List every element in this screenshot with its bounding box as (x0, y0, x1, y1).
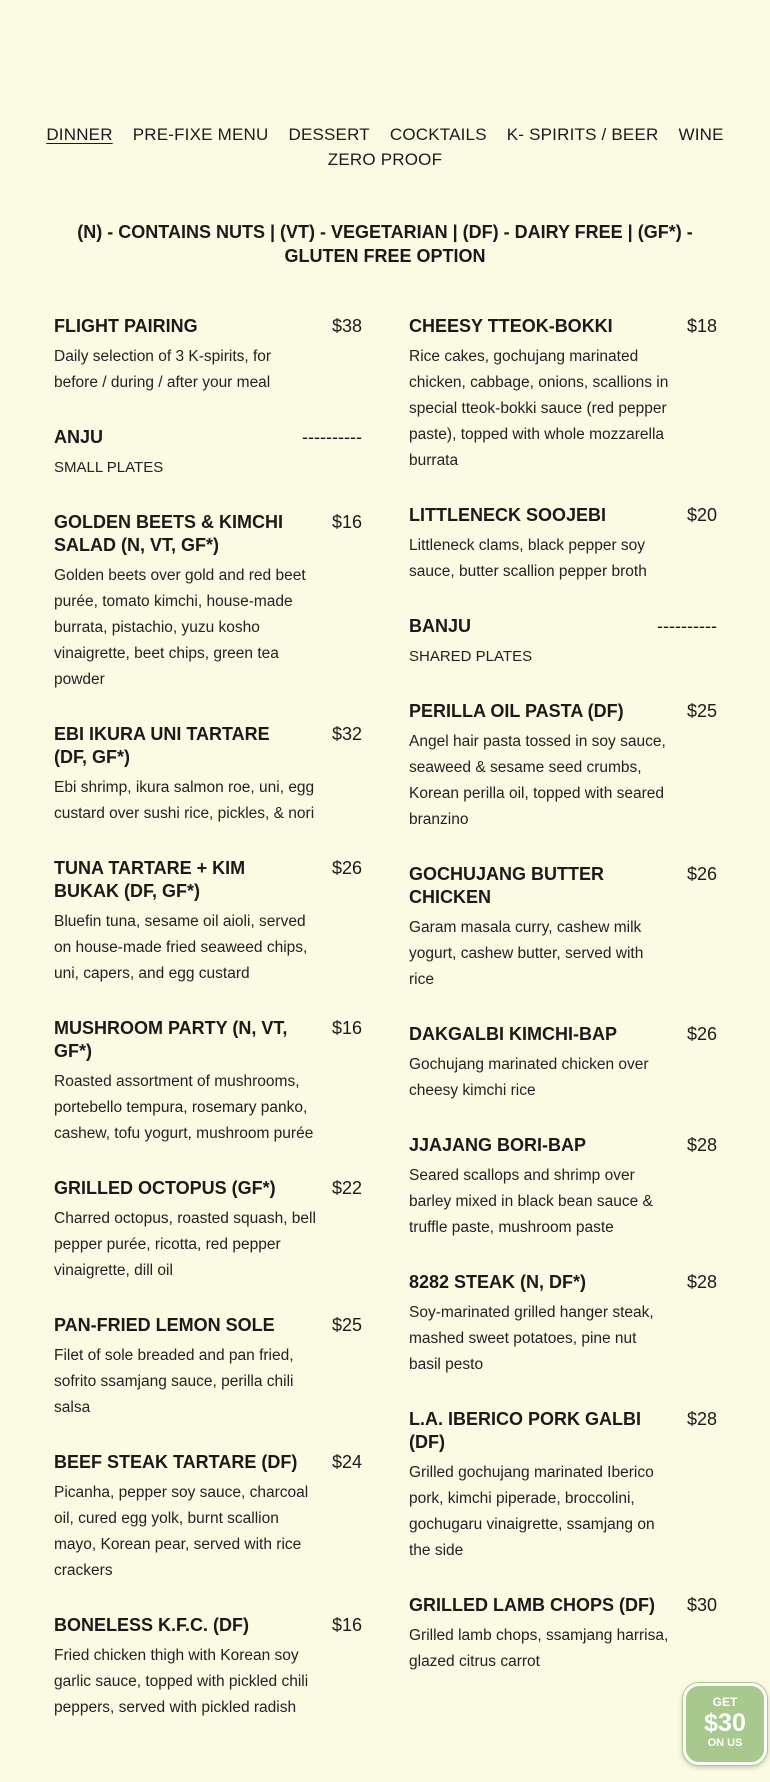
menu-item-description: Fried chicken thigh with Korean soy garlic sauce, topped with pickled chili peppers, served with pickled radish (54, 1647, 309, 1716)
menu-item-description: Bluefin tuna, sesame oil aioli, served on house-made fried seaweed chips, uni, capers, and egg custard (54, 913, 308, 982)
nav-dinner[interactable]: DINNER (46, 125, 113, 144)
menu-item-price: $18 (686, 316, 717, 336)
menu-item-name: PERILLA OIL PASTA (DF) (409, 701, 624, 721)
section-divider: ---------- (302, 427, 362, 447)
menu-item-description: Angel hair pasta tossed in soy sauce, seaweed & sesame seed crumbs, Korean perilla oil, topped with seared branzino (409, 733, 666, 828)
menu-item (409, 1408, 717, 1564)
menu-nav-row-1 (0, 122, 770, 147)
menu-item-description: Picanha, pepper soy sauce, charcoal oil, cured egg yolk, burnt scallion mayo, Korean pear, served with rice crackers (54, 1484, 309, 1579)
promo-badge-line1: GET (712, 1695, 738, 1709)
section-subtitle: SMALL PLATES (54, 459, 164, 476)
menu-item-name: FLIGHT PAIRING (54, 316, 198, 336)
menu-item-name: LITTLENECK SOOJEBI (409, 505, 607, 525)
menu-item-price: $30 (686, 1595, 717, 1615)
nav-cocktails[interactable]: COCKTAILS (389, 125, 487, 144)
menu-item-price: $32 (331, 724, 362, 744)
menu-item-price: $28 (686, 1135, 717, 1155)
menu-item-description: Soy-marinated grilled hanger steak, mashed sweet potatoes, pine nut basil pesto (409, 1304, 654, 1373)
menu-item-price: $24 (331, 1452, 362, 1472)
promo-badge-amount: $30 (704, 1709, 746, 1737)
menu-item-name: BONELESS K.F.C. (DF) (54, 1615, 250, 1635)
nav-pre-fixe-menu[interactable]: PRE-FIXE MENU (132, 125, 269, 144)
menu-item-price: $20 (686, 505, 717, 525)
menu-item-description: Roasted assortment of mushrooms, portebello tempura, rosemary panko, cashew, tofu yogurt, mushroom purée (54, 1073, 314, 1142)
menu-item-name: L.A. IBERICO PORK GALBI (DF) (409, 1409, 642, 1452)
menu-section-header (54, 426, 362, 481)
menu-item-price: $26 (686, 864, 717, 884)
menu-item-description: Daily selection of 3 K-spirits, for before / during / after your meal (54, 348, 272, 391)
menu-item (54, 1614, 362, 1721)
section-title: BANJU (409, 616, 472, 636)
menu-item (54, 1314, 362, 1421)
menu-item-name: EBI IKURA UNI TARTARE (DF, GF*) (54, 724, 270, 767)
menu-section-header (409, 615, 717, 670)
menu-item-description: Grilled lamb chops, ssamjang harrisa, glazed citrus carrot (409, 1627, 669, 1670)
menu-item-description: Ebi shrimp, ikura salmon roe, uni, egg custard over sushi rice, pickles, & nori (54, 779, 315, 822)
menu-item-description: Littleneck clams, black pepper soy sauce, butter scallion pepper broth (409, 537, 647, 580)
menu-item (409, 315, 717, 474)
menu-item-price: $28 (686, 1272, 717, 1292)
section-subtitle: SHARED PLATES (409, 648, 533, 665)
menu-item (54, 723, 362, 827)
menu-item-name: CHEESY TTEOK-BOKKI (409, 316, 613, 336)
menu-item-price: $25 (686, 701, 717, 721)
section-divider: ---------- (657, 616, 717, 636)
menu-nav-row-2 (0, 147, 770, 172)
menu-item (54, 857, 362, 987)
menu-column-left (54, 315, 362, 1751)
menu-item-description: Seared scallops and shrimp over barley mixed in black bean sauce & truffle paste, mushroom paste (409, 1167, 653, 1236)
menu-item-name: GRILLED LAMB CHOPS (DF) (409, 1595, 655, 1615)
dietary-legend: (N) - CONTAINS NUTS | (VT) - VEGETARIAN | (DF) - DAIRY FREE | (GF*) - GLUTEN FREE OPTION (77, 222, 693, 266)
menu-item-description: Golden beets over gold and red beet purée, tomato kimchi, house-made burrata, pistachio, yuzu kosho vinaigrette, beet chips, green tea powder (54, 567, 306, 688)
menu-item-name: MUSHROOM PARTY (N, VT, GF*) (54, 1018, 288, 1061)
menu-nav (0, 122, 770, 172)
menu-item (54, 315, 362, 396)
nav-zero-proof[interactable]: ZERO PROOF (327, 150, 443, 169)
menu-item-description: Gochujang marinated chicken over cheesy kimchi rice (409, 1056, 649, 1099)
menu-item-price: $26 (331, 858, 362, 878)
menu-item-name: DAKGALBI KIMCHI-BAP (409, 1024, 617, 1044)
menu-item-name: JJAJANG BORI-BAP (409, 1135, 587, 1155)
menu-item-name: GRILLED OCTOPUS (GF*) (54, 1178, 276, 1198)
menu-item (409, 1594, 717, 1675)
menu-item (409, 1023, 717, 1104)
menu-item-price: $16 (331, 1018, 362, 1038)
promo-badge-line3: ON US (707, 1737, 743, 1749)
menu-item-name: BEEF STEAK TARTARE (DF) (54, 1452, 298, 1472)
menu-item-description: Grilled gochujang marinated Iberico pork, kimchi piperade, broccolini, gochugaru vinaigrette, ssamjang on the side (409, 1464, 655, 1559)
menu-item-name: GOCHUJANG BUTTER CHICKEN (409, 864, 605, 907)
menu-item-description: Rice cakes, gochujang marinated chicken, cabbage, onions, scallions in special tteok-bokki sauce (red pepper paste), topped with whole mozzarella burrata (409, 348, 669, 469)
menu-item (409, 1271, 717, 1378)
menu-item-name: TUNA TARTARE + KIM BUKAK (DF, GF*) (54, 858, 246, 901)
section-title: ANJU (54, 427, 104, 447)
menu-item-price: $25 (331, 1315, 362, 1335)
menu-item-description: Garam masala curry, cashew milk yogurt, cashew butter, served with rice (409, 919, 644, 988)
menu-item-price: $16 (331, 1615, 362, 1635)
menu-column-right (409, 315, 717, 1705)
menu-item-price: $26 (686, 1024, 717, 1044)
menu-item-price: $16 (331, 512, 362, 532)
menu-item (54, 1177, 362, 1284)
menu-item-price: $38 (331, 316, 362, 336)
nav-wine[interactable]: WINE (678, 125, 724, 144)
menu-item (409, 700, 717, 833)
menu-item (409, 504, 717, 585)
menu-item (409, 1134, 717, 1241)
menu-item-description: Filet of sole breaded and pan fried, sofrito ssamjang sauce, perilla chili salsa (54, 1347, 294, 1416)
nav-k-spirits-beer[interactable]: K- SPIRITS / BEER (506, 125, 659, 144)
nav-dessert[interactable]: DESSERT (288, 125, 370, 144)
menu-item (54, 511, 362, 693)
menu-item (54, 1017, 362, 1147)
menu-item-name: 8282 STEAK (N, DF*) (409, 1272, 587, 1292)
menu-item-description: Charred octopus, roasted squash, bell pepper purée, ricotta, red pepper vinaigrette, dill oil (54, 1210, 316, 1279)
menu-item-price: $22 (331, 1178, 362, 1198)
promo-badge[interactable] (683, 1683, 767, 1765)
menu-item (409, 863, 717, 993)
menu-item (54, 1451, 362, 1584)
menu-item-price: $28 (686, 1409, 717, 1429)
menu-item-name: PAN-FRIED LEMON SOLE (54, 1315, 275, 1335)
menu-item-name: GOLDEN BEETS & KIMCHI SALAD (N, VT, GF*) (54, 512, 284, 555)
